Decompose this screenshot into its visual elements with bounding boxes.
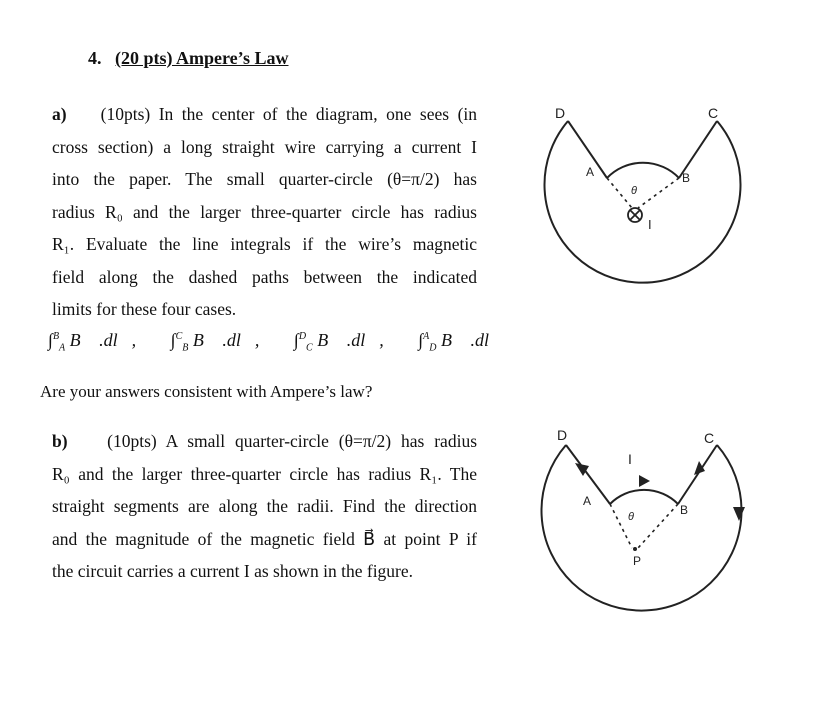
integral-c-to-d: ∫$^D_C$ B⃗ .dl⃗, [293, 330, 384, 354]
part-a-line-6: field along the dashed paths between the indicated [52, 266, 477, 287]
figure-a-segment-bc [679, 121, 717, 178]
part-a-line-3: into the paper. The small quarter-circle (θ=π/2) has [52, 169, 477, 189]
problem-number: 4. [88, 48, 102, 68]
current-arrow-right-icon [733, 507, 745, 521]
part-b-line-4: and the magnitude of the magnetic field B⃗ at point P if [52, 528, 477, 549]
figure-a-large-arc [545, 121, 741, 283]
current-arrow-c-icon [694, 461, 705, 475]
figure-a-small-arc [607, 163, 679, 178]
figure-a-radius-right [638, 178, 679, 208]
figure-b-label-c: C [704, 430, 715, 446]
figure-a [527, 102, 759, 302]
consistency-question: Are your answers consistent with Ampere’s law? [40, 382, 373, 401]
figure-a-label-i: I [648, 217, 652, 232]
figure-a-label-a: A [586, 165, 595, 179]
problem-title: (20 pts) Ampere’s Law [115, 48, 289, 68]
figure-b-segment-bc [678, 445, 717, 504]
part-b-line-2: R₀ and the larger three-quarter circle has radius R₁. The [52, 463, 477, 484]
figure-b-diagram [527, 425, 759, 630]
figure-b-label-i: I [628, 451, 632, 467]
figure-a-diagram [527, 102, 759, 302]
part-a-line-2: cross section) a long straight wire carrying a current I [52, 136, 477, 157]
part-a-label: a) [52, 104, 67, 124]
part-a-line-5: R₁. Evaluate the line integrals if the wire’s magnetic [52, 234, 477, 254]
figure-b-label-d: D [557, 427, 568, 443]
integral-b-to-c: ∫$^C_B$ B⃗ .dl⃗, [170, 330, 260, 354]
part-a-line-4: radius R₀ and the larger three-quarter circle has radius [52, 201, 477, 222]
current-arrow-top-icon [639, 475, 650, 487]
figure-b-radius-right [638, 504, 678, 548]
part-a-line-1: a) (10pts) In the center of the diagram, one sees (in [52, 104, 478, 124]
figure-a-radius-left [607, 178, 632, 208]
integral-d-to-a: ∫$^A_D$ B⃗ .dl⃗ [418, 330, 503, 354]
figure-b [527, 425, 759, 625]
part-b-text [52, 425, 477, 588]
point-p-icon [633, 547, 637, 551]
part-a-text [52, 98, 477, 326]
part-b-label: b) [52, 431, 68, 451]
figure-b-label-p: P [633, 554, 642, 568]
part-b-line-3: straight segments are along the radii. Find the direction [52, 496, 477, 516]
wire-into-page-icon [628, 208, 642, 222]
part-b-line-5: the circuit carries a current I as shown in the figure. [52, 561, 414, 581]
part-a-line-7: limits for these four cases. [52, 299, 237, 319]
figure-b-large-arc [542, 445, 742, 611]
figure-b-label-theta: θ [628, 511, 634, 523]
integral-a-to-b: ∫$^B_A$ B⃗ .dl⃗, [48, 330, 137, 354]
figure-a-label-d: D [555, 105, 566, 121]
figure-b-label-a: A [583, 494, 592, 508]
part-b-line-1: b) (10pts) A small quarter-circle (θ=π/2) has radius [52, 431, 477, 451]
figure-a-label-c: C [708, 105, 719, 121]
figure-b-small-arc [610, 490, 678, 504]
figure-a-label-theta: θ [631, 185, 637, 197]
problem-heading [88, 48, 289, 69]
line-integrals [48, 330, 533, 354]
figure-a-label-b: B [682, 171, 691, 185]
figure-b-label-b: B [680, 503, 689, 517]
